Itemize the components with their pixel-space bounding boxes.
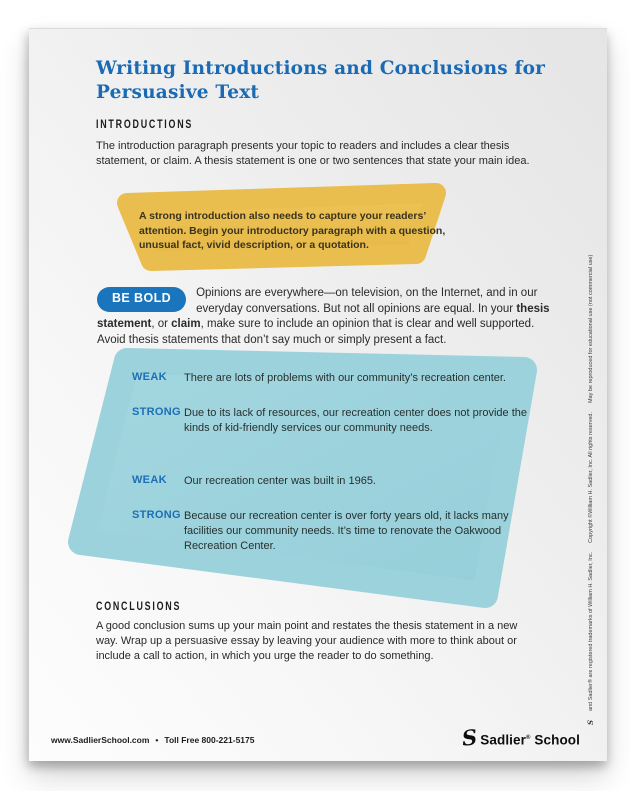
be-bold-term-thesis-statement: thesis statement — [97, 302, 550, 330]
be-bold-term-claim: claim — [171, 318, 201, 330]
footer-separator-dot: • — [155, 735, 159, 745]
example-text: Because our recreation center is over forty years old, it lacks many facilities our community needs. It’s time to renovate the Oakwood Recreation Center. — [184, 510, 509, 552]
copyright-notice: Copyright ©William H. Sadlier, Inc. All rights reserved. — [587, 411, 594, 543]
page-title — [96, 57, 576, 105]
page-title-line1: Writing Introductions and Conclusions for — [96, 58, 546, 79]
copyright-reproduction: May be reproduced for educational use (not commercial use) — [587, 254, 594, 403]
example-row — [132, 474, 538, 489]
registered-mark: ® — [526, 734, 531, 741]
brand-suffix: School — [534, 732, 580, 747]
example-text: Due to its lack of resources, our recreation center does not provide the kinds of kid-friendly services our community needs. — [184, 407, 528, 434]
sadlier-s-icon: S — [460, 724, 479, 751]
brand-name: Sadlier — [480, 732, 526, 747]
copyright-vertical — [586, 254, 595, 725]
be-bold-text-mid: , or — [151, 318, 172, 330]
example-label: WEAK — [132, 474, 167, 486]
footer-phone: Toll Free 800-221-5175 — [164, 735, 255, 745]
page-title-line2: Persuasive Text — [96, 82, 260, 103]
example-label: STRONG — [132, 509, 181, 521]
be-bold-text-before: Opinions are everywhere—on television, on the Internet, and in our everyday conversations. But not all opinions are equal. In your — [196, 287, 538, 315]
tip-box-text: A strong introduction also needs to capture your readers’ attention. Begin your introductory paragraph with a question, unusual fact, vivid description, or a quotation. — [139, 210, 446, 251]
example-row — [132, 371, 538, 386]
example-label: STRONG — [132, 406, 181, 418]
example-text: Our recreation center was built in 1965. — [184, 475, 376, 487]
example-row — [132, 406, 538, 436]
sadlier-mini-logo-icon: S — [586, 719, 595, 725]
sadlier-school-logo — [460, 724, 580, 751]
conclusions-body: A good conclusion sums up your main point and restates the thesis statement in a new way. Wrap up a persuasive essay by leaving your audience with more to think about or include a call to action, in which you urge the reader to do something. — [96, 620, 518, 662]
example-text: There are lots of problems with our community’s recreation center. — [184, 372, 506, 384]
example-label: WEAK — [132, 371, 167, 383]
worksheet-page — [29, 28, 607, 761]
footer-contact — [51, 735, 254, 745]
be-bold-badge: BE BOLD — [97, 287, 186, 312]
copyright-trademark: and Sadlier® are registered trademarks of William H. Sadlier, Inc. — [587, 551, 594, 711]
introductions-heading: INTRODUCTIONS — [96, 117, 194, 131]
footer-website: www.SadlierSchool.com — [51, 735, 150, 745]
example-row — [132, 509, 538, 554]
be-bold-paragraph — [97, 286, 559, 348]
introductions-body: The introduction paragraph presents your topic to readers and includes a clear thesis statement, or claim. A thesis statement is one or two sentences that state your main idea. — [96, 140, 530, 167]
sadlier-logo-text — [480, 730, 580, 749]
conclusions-heading: CONCLUSIONS — [96, 599, 182, 613]
be-bold-text-after: , make sure to include an opinion that is clear and well supported. Avoid thesis statements that don’t say much or simply present a fact. — [97, 318, 535, 346]
